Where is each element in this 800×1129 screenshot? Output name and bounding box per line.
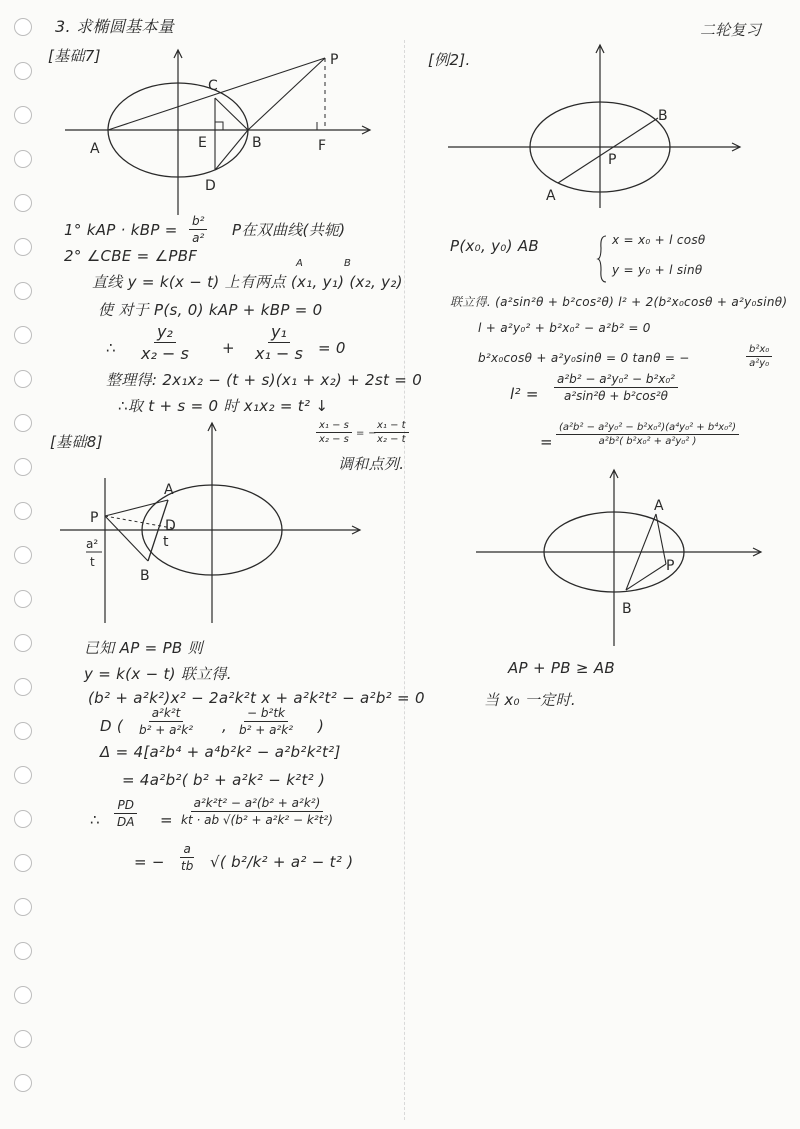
point-t-label: t [163, 534, 169, 550]
directrix-label-numerator: a² [86, 537, 99, 551]
basic8-line7-equals: = [160, 811, 173, 829]
basic7-line7: ∴取 t + s = 0 时 x₁x₂ = t² ↓ [118, 397, 329, 415]
corner-note: 二轮复习 [700, 21, 762, 39]
basic8-line2: y = k(x − t) 联立得. [84, 665, 232, 683]
example2-line8: 当 x₀ 一定时. [484, 691, 576, 709]
point-P-label: P [330, 52, 339, 68]
binder-hole [14, 62, 32, 80]
fraction-denominator: tb [181, 859, 194, 873]
line-BP [626, 564, 666, 590]
side-equals: = − [356, 428, 377, 439]
binder-hole [14, 150, 32, 168]
chord-AB [558, 118, 658, 183]
section-title: 3. 求椭圆基本量 [55, 17, 175, 36]
point-A-label: A [546, 188, 556, 204]
example2-line4: b²x₀cosθ + a²y₀sinθ = 0 tanθ = − [478, 351, 690, 365]
basic8-line8-fraction [178, 842, 196, 873]
binder-hole [14, 854, 32, 872]
basic8-line7-fraction-right [178, 796, 336, 827]
fraction-denominator: x₂ − s [141, 344, 189, 363]
point-B-label: B [622, 601, 632, 617]
fraction-numerator: (a²b² − a²y₀² − b²x₀²)(a⁴y₀² + b⁴x₀²) [556, 422, 739, 435]
point-B-label: B [140, 568, 150, 584]
binder-hole [14, 678, 32, 696]
point-B-label: B [252, 135, 262, 151]
fraction-denominator: b² + a²k² [139, 723, 194, 737]
point-C-label: C [208, 78, 218, 94]
fraction-denominator: x₁ − s [255, 344, 303, 363]
binder-hole [14, 458, 32, 476]
basic8-line6: = 4a²b²( b² + a²k² − k²t² ) [122, 771, 326, 789]
line-PA [105, 500, 168, 516]
fraction-denominator: a²y₀ [749, 358, 770, 369]
brace-path [598, 236, 606, 282]
basic7-line5-therefore: ∴ [106, 339, 116, 357]
binder-hole [14, 1030, 32, 1048]
binder-hole [14, 238, 32, 256]
point-E-label: E [198, 135, 207, 151]
basic8-line4-prefix: D ( [100, 717, 124, 735]
basic7-label: [基础7] [48, 47, 101, 65]
basic8-line4-suffix: ) [318, 717, 325, 735]
fraction-denominator: kt · ab √(b² + a²k² − k²t²) [181, 813, 333, 827]
basic7-line1-fraction [189, 214, 207, 245]
param-brace [598, 234, 608, 284]
binder-hole [14, 106, 32, 124]
binder-hole [14, 282, 32, 300]
example2-figure-2 [476, 468, 766, 648]
binder-hole [14, 414, 32, 432]
basic8-line1: 已知 AP = PB 则 [84, 639, 203, 657]
basic7-line5-equals: = 0 [318, 339, 346, 357]
line-AP [656, 514, 666, 564]
fraction-denominator: a²sin²θ + b²cos²θ [564, 389, 668, 403]
side-note: 调和点列. [338, 455, 405, 473]
fraction-numerator: b²x₀ [746, 344, 772, 357]
point-D-label: D [205, 178, 216, 194]
fraction-denominator: x₂ − s [319, 434, 349, 445]
binder-holes [14, 18, 38, 1118]
fraction-numerator: y₁ [268, 322, 290, 343]
point-P-label: P [666, 558, 675, 574]
example2-param-y: y = y₀ + l sinθ [612, 263, 703, 277]
example2-line2: 联立得. (a²sin²θ + b²cos²θ) l² + 2(b²x₀cosθ + a²y₀sinθ) [450, 295, 788, 309]
basic8-line8-prefix: = − [134, 853, 165, 871]
example2-line4-fraction [746, 344, 772, 369]
fraction-denominator: b² + a²k² [239, 723, 294, 737]
fraction-numerator: PD [114, 798, 136, 814]
fraction-denominator: x₂ − t [377, 434, 406, 445]
line-CB [215, 98, 248, 130]
basic8-line4-fraction-1 [136, 706, 196, 737]
binder-hole [14, 326, 32, 344]
example2-line6-fraction [556, 422, 739, 447]
binder-hole [14, 194, 32, 212]
binder-hole [14, 1074, 32, 1092]
binder-hole [14, 590, 32, 608]
example2-line3: l + a²y₀² + b²x₀² − a²b² = 0 [478, 321, 651, 335]
column-divider [404, 40, 405, 1120]
basic8-line4-fraction-2 [236, 706, 296, 737]
line-AP [108, 58, 325, 130]
basic7-line4: 使 对于 P(s, 0) kAP + kBP = 0 [98, 301, 323, 319]
point-A-label: A [654, 498, 664, 514]
point-B-label: B [658, 108, 668, 124]
fraction-numerator: a [180, 842, 193, 858]
binder-hole [14, 634, 32, 652]
example2-param-x: x = x₀ + l cosθ [612, 233, 706, 247]
point-A-label: A [164, 482, 174, 498]
basic8-line8-suffix: √( b²/k² + a² − t² ) [210, 853, 354, 871]
fraction-denominator: a² [192, 231, 205, 245]
directrix-label-denominator: t [90, 555, 95, 569]
basic7-line2: 2° ∠CBE = ∠PBF [64, 247, 198, 265]
fraction-numerator: x₁ − s [316, 420, 352, 433]
basic7-line1-prefix: 1° kAP · kBP = [64, 221, 178, 239]
fraction-numerator: a²k²t [149, 706, 184, 722]
basic7-line3-label-a: A [296, 258, 304, 269]
side-fraction-right [374, 420, 409, 445]
fraction-denominator: DA [117, 815, 135, 829]
point-A-label: A [90, 141, 100, 157]
example2-line7: AP + PB ≥ AB [508, 659, 616, 677]
line-DB [215, 130, 248, 170]
basic8-line4-comma: , [222, 717, 228, 735]
basic7-line3-label-b: B [344, 258, 352, 269]
basic7-line1-suffix: P在双曲线(共轭) [232, 221, 346, 239]
example2-line6-equals: = [540, 433, 553, 451]
basic8-line3: (b² + a²k²)x² − 2a²k²t x + a²k²t² − a²b² = 0 [88, 689, 425, 707]
binder-hole [14, 898, 32, 916]
basic7-line3: 直线 y = k(x − t) 上有两点 (x₁, y₁) (x₂, y₂) [92, 273, 403, 291]
fraction-numerator: x₁ − t [374, 420, 409, 433]
basic7-figure [60, 40, 390, 220]
binder-hole [14, 502, 32, 520]
fraction-numerator: b² [189, 214, 207, 230]
fraction-numerator: a²k²t² − a²(b² + a²k²) [191, 796, 324, 812]
binder-hole [14, 766, 32, 784]
binder-hole [14, 722, 32, 740]
fraction-numerator: y₂ [154, 322, 176, 343]
example2-line1: P(x₀, y₀) AB [450, 237, 539, 255]
binder-hole [14, 810, 32, 828]
binder-hole [14, 18, 32, 36]
basic8-line7-fraction-left [114, 798, 137, 829]
point-D-label: D [165, 518, 176, 534]
binder-hole [14, 546, 32, 564]
fraction-numerator: − b²tk [244, 706, 288, 722]
basic8-line7-therefore: ∴ [90, 811, 100, 829]
binder-hole [14, 942, 32, 960]
basic8-label: [基础8] [50, 433, 103, 451]
fraction-denominator: a²b²( b²x₀² + a²y₀² ) [598, 436, 697, 447]
point-F-label: F [318, 138, 327, 154]
basic7-line6: 整理得: 2x₁x₂ − (t + s)(x₁ + x₂) + 2st = 0 [106, 371, 423, 389]
fraction-numerator: a²b² − a²y₀² − b²x₀² [554, 372, 678, 388]
basic7-line5-fraction-1 [138, 322, 192, 363]
example2-figure-1 [448, 40, 748, 210]
basic7-line5-fraction-2 [252, 322, 306, 363]
right-angle-E [215, 122, 223, 130]
point-P-label: P [608, 152, 617, 168]
point-P-label: P [90, 510, 99, 526]
basic8-figure [60, 418, 370, 628]
example2-line5-l2: l² = [510, 385, 539, 403]
line-BP [248, 58, 325, 130]
binder-hole [14, 986, 32, 1004]
example2-label: [例2]. [428, 51, 471, 69]
basic8-line5: Δ = 4[a²b⁴ + a⁴b²k² − a²b²k²t²] [100, 743, 341, 761]
basic7-line5-plus: + [222, 339, 235, 357]
binder-hole [14, 370, 32, 388]
example2-line5-fraction [554, 372, 678, 403]
